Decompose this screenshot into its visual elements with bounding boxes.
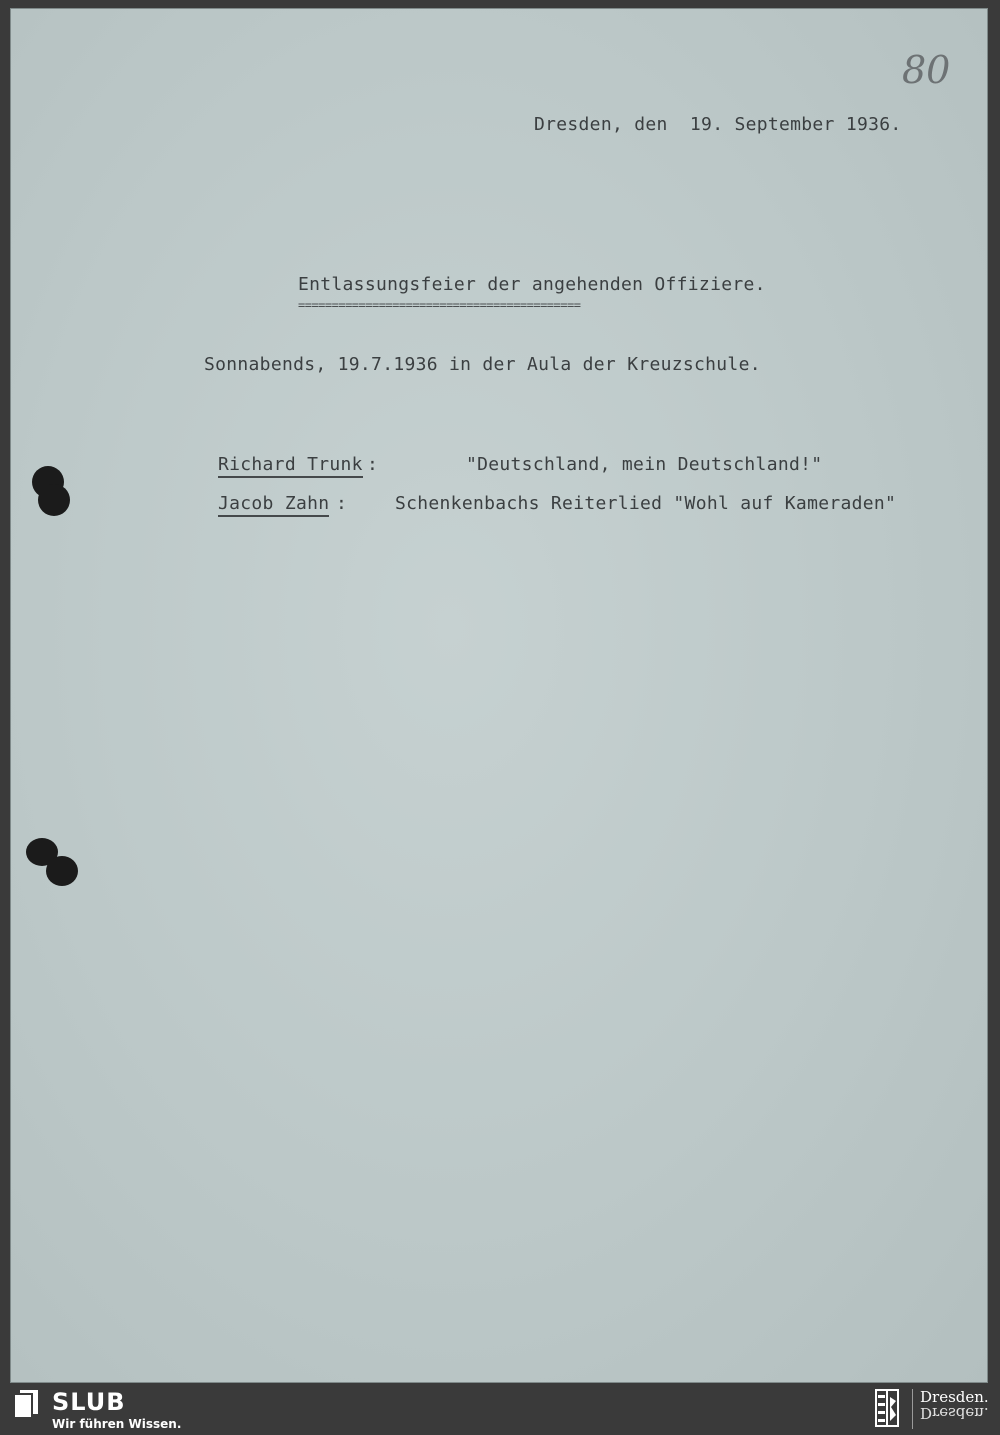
composer-separator: : xyxy=(336,493,348,514)
event-subtitle: Sonnabends, 19.7.1936 in der Aula der Kreuzschule. xyxy=(204,354,761,375)
composer-name: Richard Trunk xyxy=(218,454,363,478)
library-name: SLUB xyxy=(52,1388,126,1416)
document-page xyxy=(10,8,988,1383)
composer-name: Jacob Zahn xyxy=(218,493,329,517)
city-logo-mirror-text: Dresden. xyxy=(920,1404,989,1422)
work-title: Schenkenbachs Reiterlied "Wohl auf Kameraden" xyxy=(395,493,897,514)
slub-book-icon xyxy=(14,1390,38,1418)
dresden-coat-of-arms-icon xyxy=(875,1389,899,1429)
punch-hole-top-lower xyxy=(38,484,70,516)
work-title: "Deutschland, mein Deutschland!" xyxy=(466,454,823,475)
document-title: Entlassungsfeier der angehenden Offiziere. xyxy=(298,274,766,295)
punch-hole-bottom-lower xyxy=(46,856,78,886)
city-logo-text: Dresden. xyxy=(920,1388,989,1406)
footer-divider xyxy=(912,1389,913,1429)
library-tagline: Wir führen Wissen. xyxy=(52,1417,182,1431)
composer-separator: : xyxy=(367,454,379,475)
viewer-footer xyxy=(0,1385,1000,1435)
title-double-rule: ========================================== xyxy=(298,298,581,312)
handwritten-folio-number: 80 xyxy=(902,48,951,92)
date-line: Dresden, den 19. September 1936. xyxy=(534,114,902,135)
